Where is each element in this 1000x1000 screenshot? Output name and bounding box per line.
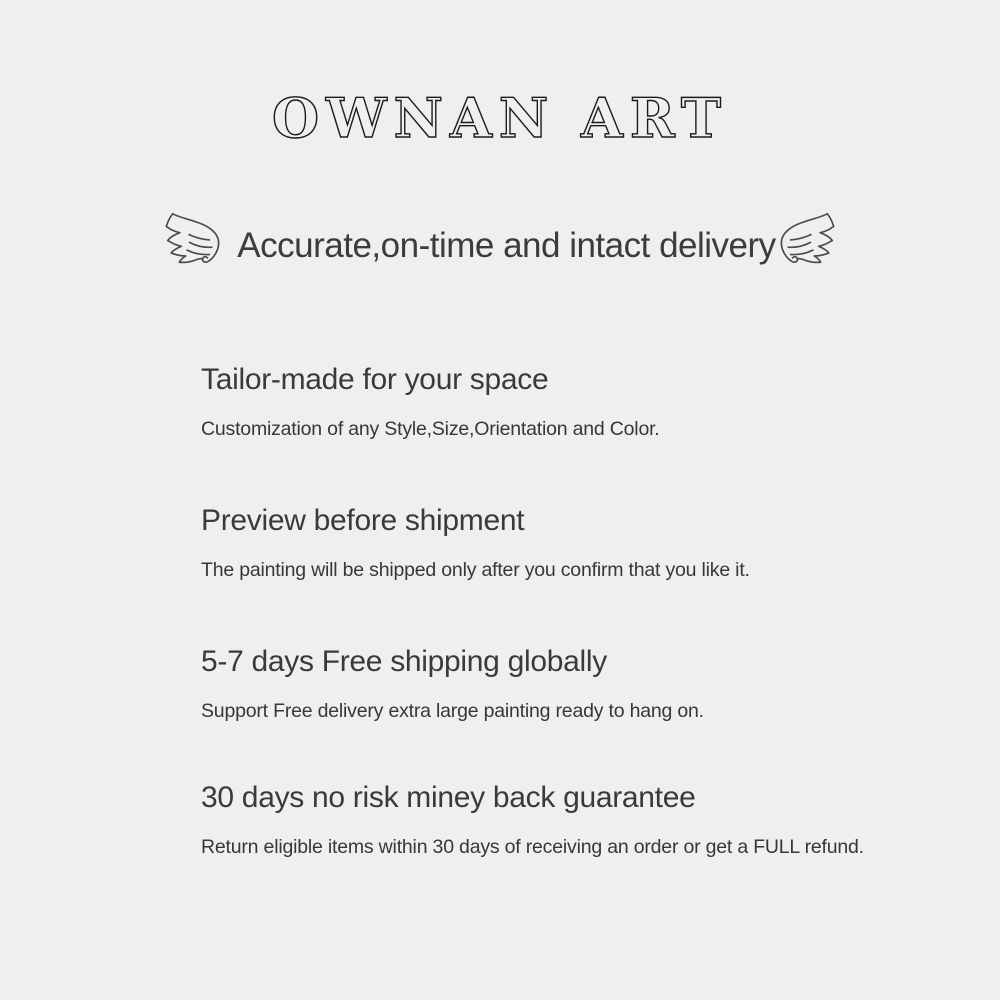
section-description: Support Free delivery extra large painting ready to hang on. [201, 700, 704, 722]
section-description: Return eligible items within 30 days of receiving an order or get a FULL refund. [201, 836, 864, 858]
section-money-back [201, 780, 864, 860]
brand-title: OWNAN ART [271, 86, 729, 150]
section-tailor-made [201, 362, 660, 442]
feature-sections [201, 0, 961, 1000]
section-heading: Preview before shipment [201, 504, 525, 537]
section-preview [201, 503, 750, 583]
section-heading: 30 days no risk miney back guarantee [201, 781, 696, 814]
section-description: Customization of any Style,Size,Orientation and Color. [201, 418, 660, 440]
section-description: The painting will be shipped only after you confirm that you like it. [201, 559, 750, 581]
section-free-shipping [201, 644, 704, 724]
tagline-text: Accurate,on-time and intact delivery [237, 226, 776, 265]
section-heading: Tailor-made for your space [201, 363, 549, 396]
section-heading: 5-7 days Free shipping globally [201, 645, 607, 678]
